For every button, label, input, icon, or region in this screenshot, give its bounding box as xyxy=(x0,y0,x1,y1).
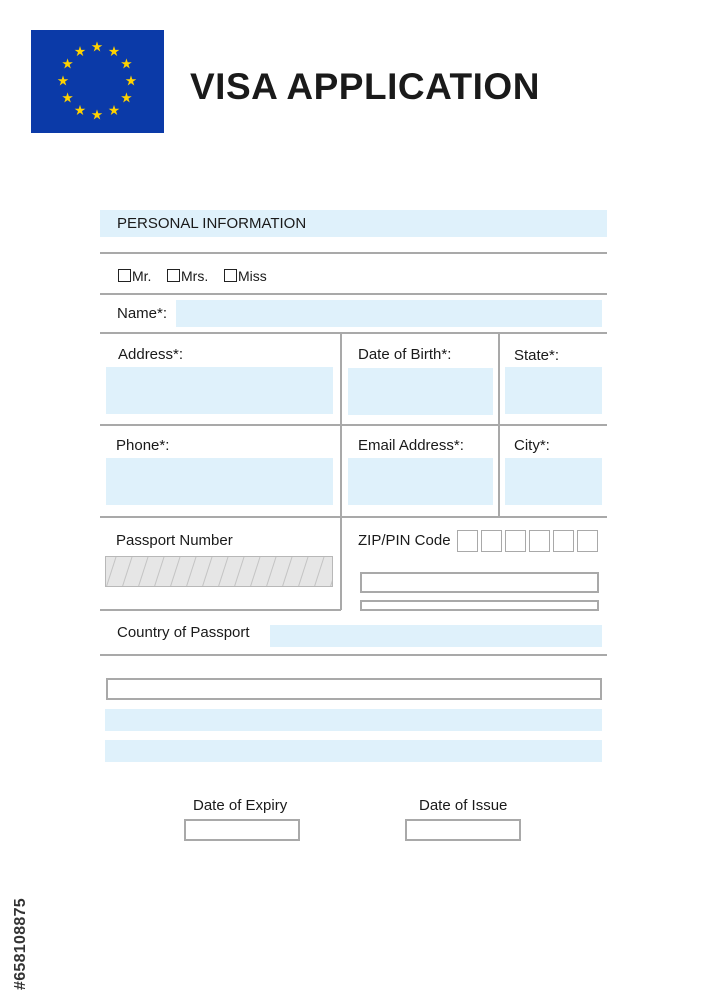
date-of-expiry-label: Date of Expiry xyxy=(193,797,288,814)
section-title: PERSONAL INFORMATION xyxy=(117,215,307,232)
zip-digit-box[interactable] xyxy=(577,530,598,552)
divider xyxy=(100,609,341,611)
hatch-line xyxy=(122,557,132,587)
divider xyxy=(100,332,607,334)
zip-extra-field[interactable] xyxy=(360,600,599,611)
country-of-passport-label: Country of Passport xyxy=(117,624,250,641)
address-label: Address*: xyxy=(118,346,184,363)
star-icon xyxy=(62,92,73,102)
salutation-mr[interactable]: Mr. xyxy=(118,268,151,284)
hatch-line xyxy=(314,557,324,587)
star-icon xyxy=(92,109,103,119)
salutation-mrs[interactable]: Mrs. xyxy=(167,268,208,284)
zip-digit-box[interactable] xyxy=(481,530,502,552)
additional-field[interactable] xyxy=(105,709,602,731)
passport-number-field[interactable] xyxy=(105,556,333,587)
zip-extra-field[interactable] xyxy=(360,572,599,593)
city-field[interactable] xyxy=(505,458,602,505)
hatch-line xyxy=(282,557,292,587)
section-header xyxy=(100,210,607,237)
divider xyxy=(100,516,607,518)
hatch-line xyxy=(298,557,308,587)
hatch-line xyxy=(202,557,212,587)
address-field[interactable] xyxy=(106,367,333,414)
star-icon xyxy=(109,46,120,56)
star-icon xyxy=(121,92,132,102)
divider xyxy=(100,424,607,426)
hatch-line xyxy=(218,557,228,587)
date-of-issue-label: Date of Issue xyxy=(419,797,508,814)
email-label: Email Address*: xyxy=(358,437,464,454)
star-icon xyxy=(58,75,69,85)
hatch-line xyxy=(250,557,260,587)
checkbox[interactable] xyxy=(118,269,131,282)
hatch-line xyxy=(234,557,244,587)
date-of-issue-field[interactable] xyxy=(405,819,521,841)
country-of-passport-field[interactable] xyxy=(270,625,602,647)
hatch-line xyxy=(138,557,148,587)
phone-label: Phone*: xyxy=(116,437,170,454)
date-of-birth-label: Date of Birth*: xyxy=(358,346,452,363)
star-icon xyxy=(126,75,137,85)
divider xyxy=(100,252,607,254)
star-icon xyxy=(75,105,86,115)
checkbox[interactable] xyxy=(224,269,237,282)
checkbox[interactable] xyxy=(167,269,180,282)
email-field[interactable] xyxy=(348,458,493,505)
salutation-miss[interactable]: Miss xyxy=(224,268,267,284)
zip-digit-box[interactable] xyxy=(529,530,550,552)
zip-digit-box[interactable] xyxy=(505,530,526,552)
star-icon xyxy=(92,41,103,51)
star-icon xyxy=(75,46,86,56)
star-icon xyxy=(62,58,73,68)
name-field[interactable] xyxy=(176,300,602,327)
divider xyxy=(100,293,607,295)
zip-digit-box[interactable] xyxy=(457,530,478,552)
hatch-line xyxy=(154,557,164,587)
name-label: Name*: xyxy=(117,305,168,322)
star-icon xyxy=(109,105,120,115)
divider xyxy=(340,333,342,610)
hatch-line xyxy=(186,557,196,587)
hatch-line xyxy=(170,557,180,587)
city-label: City*: xyxy=(514,437,550,454)
star-icon xyxy=(121,58,132,68)
divider xyxy=(498,333,500,517)
page-title: VISA APPLICATION xyxy=(190,66,540,107)
zip-label: ZIP/PIN Code xyxy=(358,532,451,549)
eu-flag-icon xyxy=(31,30,164,133)
hatch-line xyxy=(330,557,333,587)
additional-field[interactable] xyxy=(106,678,602,700)
hatch-line xyxy=(106,557,116,587)
passport-number-label: Passport Number xyxy=(116,532,233,549)
hatch-line xyxy=(266,557,276,587)
phone-field[interactable] xyxy=(106,458,333,505)
state-field[interactable] xyxy=(505,367,602,414)
date-of-birth-field[interactable] xyxy=(348,368,493,415)
divider xyxy=(100,654,607,656)
state-label: State*: xyxy=(514,347,560,364)
additional-field[interactable] xyxy=(105,740,602,762)
date-of-expiry-field[interactable] xyxy=(184,819,300,841)
zip-digit-box[interactable] xyxy=(553,530,574,552)
watermark-id: #658108875 xyxy=(12,898,29,990)
